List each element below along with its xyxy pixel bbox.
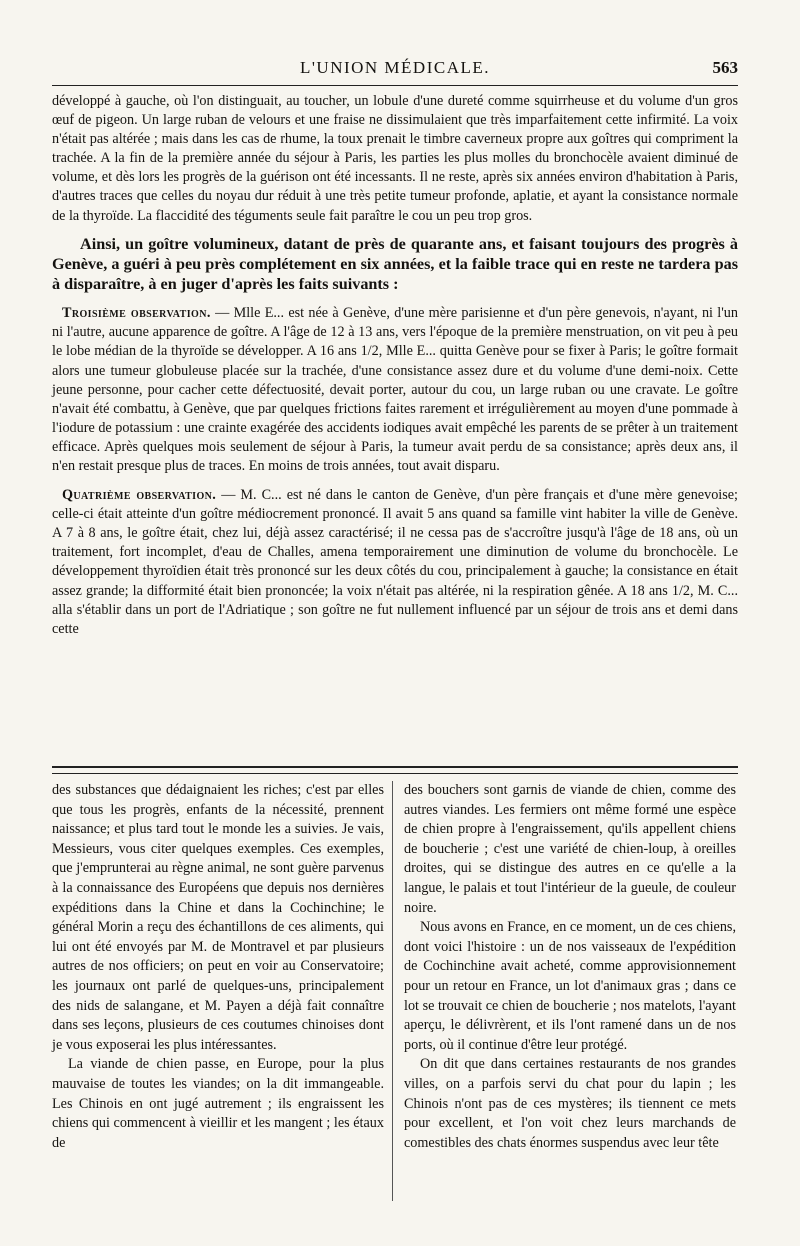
third-observation-text: — Mlle E... est née à Genève, d'une mère parisienne et d'un père genevois, n'ayant, ni l'un ni l'autre, aucune apparence de goître. A l'âge de 12 à 13 ans, vers l'époque de la première menstruation, on vit peu à peu le lobe médian de la thyroïde se développer. A 16 ans 1/2, Mlle E... quitta Genève pour se fixer à Paris; le goître formait alors une tumeur globuleuse placée sur la trachée, d'une consistance assez dure et du volume d'une demi-noix. Cette jeune personne, pour cacher cette défectuosité, devait porter, autour du cou, un large ruban ou une cravate. Le goître n'avait été combattu, à Genève, que par quelques frictions faites rarement et irrégulièrement au moyen d'une pommade à l'iodure de potassium : une crainte exagérée des accidents iodiques avait empêché les parents de se prêter à un traitement efficace. Après quelques mois seulement de séjour à Paris, la tumeur avait perdu de sa consistance; après deux ans, il n'en restait presque plus de traces. En moins de trois années, tout avait disparu. [52,305,738,475]
feuilleton-paragraph: des substances que dédaignaient les riches; c'est par elles que tous les progrès, enfants de la nécessité, prennent naissance; et plus tard tout le monde les a suivies. Je vais, Messieurs, vous citer quelques exemples. Ces exemples, que j'emprunterai au règne animal, ne sont guère parvenus à la connaissance des Européens que depuis nos dernières expéditions dans la Chine et dans la Cochinchine; le général Morin a reçu des échantillons de ces aliments, qui lui ont été envoyés par M. de Montravel et par plusieurs autres de nos officiers; on peut en voir au Conservatoire; les journaux ont parlé de quelques-uns, principalement des nids de salangane, et M. Payen a déjà fait connaître dans ses leçons, plusieurs de ces coutumes chinoises dont je vous exposerai les plus intéressantes. [52,782,384,1053]
feuilleton-paragraph: La viande de chien passe, en Europe, pour la plus mauvaise de toutes les viandes; on la dit immangeable. Les Chinois en ont jugé autrement ; ils engraissent les chiens qui commencent à vieillir et les mangent ; les étaux de [52,1056,384,1151]
feuilleton-left-column [52,781,384,1153]
running-title: L'UNION MÉDICALE. [299,58,491,77]
header-rule [52,85,738,86]
fourth-observation-paragraph [52,486,738,639]
feuilleton-paragraph: des bouchers sont garnis de viande de chien, comme des autres viandes. Les fermiers ont même formé une espèce de chien propre à l'engraissement, qu'ils appellent chiens de boucherie ; c'est une variété de chien-loup, à oreilles droites, qui se distingue des autres en ce qu'elle a la langue, le palais et tout l'intérieur de la gueule, de couleur noire. [404,782,736,916]
case-continuation-paragraph: développé à gauche, où l'on distinguait, au toucher, un lobule d'une dureté comme squirrheuse et du volume d'un gros œuf de pigeon. Un large ruban de velours et une fraise ne dissimulaient que très imparfaitement cette infirmité. La voix n'était pas altérée ; mais dans les cas de rhume, la toux prenait le timbre caverneux propre aux goîtres qui compriment la trachée. A la fin de la première année du séjour à Paris, les parties les plus molles du bronchocèle avaient diminué de volume, et dès lors les progrès de la guérison ont été incessants. Il ne reste, après six années environ d'habitation à Paris, d'autres traces que celles du noyau dur réduit à une très petite tumeur profonde, aplatie, et ayant la consistance normale de la thyroïde. La flaccidité des téguments seule fait paraître le cou un peu trop gros. [52,93,738,224]
third-observation-label: Troisième observation. [62,305,211,322]
feuilleton-rule [52,766,738,774]
feuilleton-paragraph: Nous avons en France, en ce moment, un de ces chiens, dont voici l'histoire : un de nos vaisseaux de l'expédition de Cochinchine avait acheté, comme approvisionnement pour un retour en France, un lot d'animaux gras ; dans ce lot se trouvait ce chien de boucherie ; nos matelots, l'ayant aperçu, le délivrèrent, et ils l'ont ramené dans un de nos ports, où il continue d'être leur protégé. [404,919,736,1053]
fourth-observation-text: — M. C... est né dans le canton de Genève, d'un père français et d'une mère genevoise; celle-ci était atteinte d'un goître médiocrement prononcé. Il avait 5 ans quand sa famille vint habiter la ville de Genève. A 7 à 8 ans, le goître était, chez lui, déjà assez caractérisé; il ne cessa pas de s'accroître jusqu'à l'âge de 18 ans, où un traitement, fort incomplet, d'eau de Challes, amena temporairement une diminution de volume du bronchocèle. Le développement thyroïdien était très prononcé sur les deux côtés du cou, principalement à gauche; la consistance en était assez grande; la difformité était bien prononcée; la voix n'était pas altérée, ni la respiration gênée. A 18 ans 1/2, M. C... alla s'établir dans un port de l'Adriatique ; son goître ne fut nullement influencé par un séjour de trois ans et demi dans cette [52,487,738,637]
page-header [52,54,738,80]
fourth-observation-label: Quatrième observation. [62,487,217,504]
summary-paragraph: Ainsi, un goître volumineux, datant de près de quarante ans, et faisant toujours des progrès à Genève, a guéri à peu près complétement en six années, et la faible trace qui en reste ne tardera pas à disparaître, à en juger d'après les faits suivants : [52,234,738,294]
main-article [52,92,738,639]
feuilleton-paragraph: On dit que dans certaines restaurants de nos grandes villes, on a parfois servi du chat pour du lapin ; les Chinois n'ont pas de ces mystères; ils tiennent ce mets pour excellent, et l'on voit chez leurs marchands de comestibles des chats énormes suspendus avec leur tête [404,1056,736,1151]
page-number: 563 [712,58,738,77]
column-divider [392,781,393,1201]
third-observation-paragraph [52,304,738,476]
feuilleton-right-column [404,781,736,1153]
